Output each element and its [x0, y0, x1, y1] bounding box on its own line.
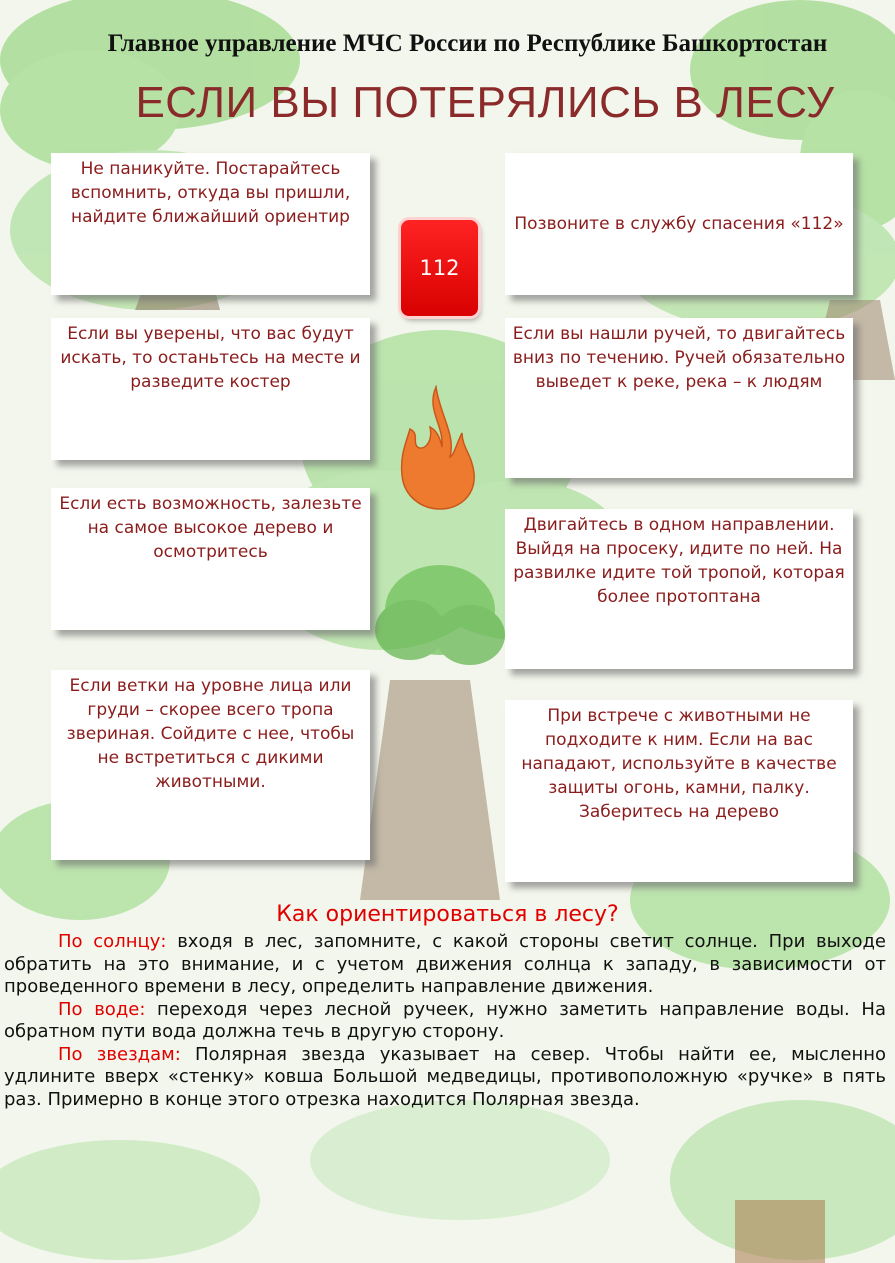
tip-text: Если ветки на уровне лица или груди – скорее всего тропа звериная. Сойдите с нее, чтобы не встретиться с дикими животными. [66, 676, 355, 792]
tip-card-one-direction [505, 509, 853, 669]
tip-text: Если вы нашли ручей, то двигайтесь вниз по течению. Ручей обязательно выведет к реке, река – к людям [512, 324, 846, 392]
tip-text: Если есть возможность, залезьте на самое высокое дерево и осмотритесь [59, 494, 362, 562]
tip-card-stay-and-fire [51, 318, 370, 460]
tip-card-climb-tree [51, 488, 370, 630]
orientation-text: входя в лес, запомните, с какой стороны светит солнце. При выходе обратить на это внимание, и с учетом движения солнца к западу, в зависимости от проведенного времени в лесу, определить направление движения. [4, 931, 887, 997]
page-title: ЕСЛИ ВЫ ПОТЕРЯЛИСЬ В ЛЕСУ [135, 78, 835, 127]
orientation-label: По воде: [58, 998, 146, 1020]
orientation-text: переходя через лесной ручеек, нужно заметить направление воды. На обратном пути вода должна течь в другую сторону. [4, 998, 886, 1042]
tip-text: При встрече с животными не подходите к ним. Если на вас нападают, используйте в качестве защиты огонь, камни, палку. Заберитесь на дерево [521, 706, 837, 822]
tip-text: Двигайтесь в одном направлении. Выйдя на просеку, идите по ней. На развилке идите той тропой, которая более протоптана [513, 515, 845, 607]
orientation-by-sun [4, 931, 886, 999]
flame-icon [396, 385, 480, 510]
tip-card-no-panic [51, 153, 370, 295]
tip-card-follow-stream [505, 318, 853, 478]
tip-card-call-112 [505, 153, 853, 295]
tip-card-animal-trail [51, 670, 370, 860]
header-organization: Главное управление МЧС России по Республике Башкортостан [107, 30, 828, 57]
orientation-by-stars [4, 1044, 886, 1112]
emergency-number-badge: 112 [401, 220, 478, 316]
orientation-section [4, 931, 886, 1111]
orientation-by-water [4, 999, 886, 1044]
tip-text: Не паникуйте. Постарайтесь вспомнить, откуда вы пришли, найдите ближайший ориентир [70, 159, 351, 227]
tip-text: Позвоните в службу спасения «112» [514, 214, 844, 234]
orientation-label: По звездам: [58, 1043, 181, 1065]
orientation-label: По солнцу: [58, 931, 167, 952]
orientation-title: Как ориентироваться в лесу? [276, 902, 619, 927]
tip-card-animals [505, 700, 853, 882]
tip-text: Если вы уверены, что вас будут искать, то останьтесь на месте и разведите костер [60, 324, 361, 392]
orientation-text: Полярная звезда указывает на север. Чтобы найти ее, мысленно удлините вверх «стенку» ковша Большой медведицы, противоположную «ручке» в пять раз. Примерно в конце этого отрезка находится Полярная звезда. [4, 1043, 886, 1110]
